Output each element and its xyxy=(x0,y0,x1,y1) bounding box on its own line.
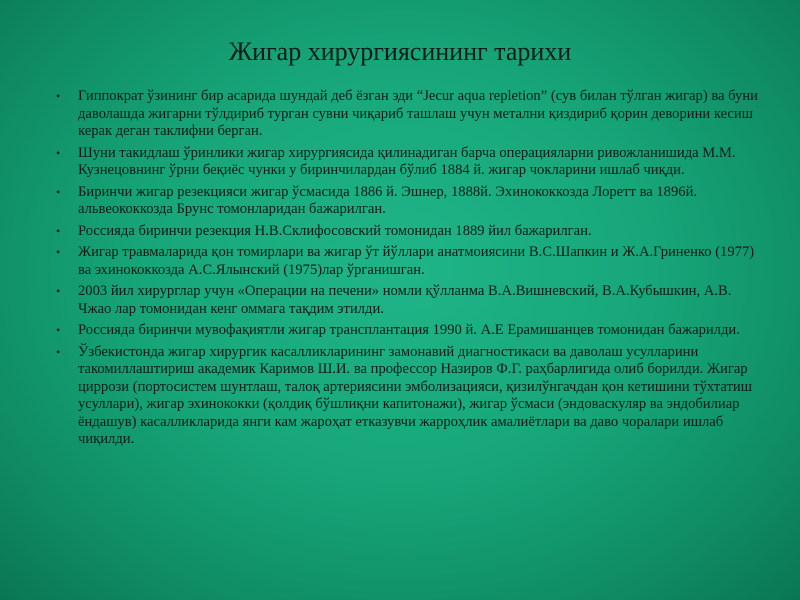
list-item xyxy=(56,244,761,279)
slide-title: Жигар хирургиясининг тарихи xyxy=(228,37,572,66)
bullet-icon: • xyxy=(56,323,61,337)
bullet-icon: • xyxy=(56,223,61,238)
bullet-icon: • xyxy=(56,344,61,359)
list-item xyxy=(56,88,761,141)
list-item xyxy=(56,322,761,340)
list-item xyxy=(56,344,761,449)
bullet-text: 2003 йил хирурглар учун «Операции на печени» номли қўлланма В.А.Вишневский, В.А.Кубышкин, А.В. Чжао лар томонидан кенг оммага тақдим этилди. xyxy=(78,283,732,317)
bullet-text: Гиппократ ўзининг бир асарида шундай деб ёзган эди “Jecur aqua repletion” (сув билан тўлган жигар) ва буни даволашда жигарни тўлдириб турган сувни чиқариб ташлаш учун метални қиздириб қорин деворини кесиш керак деган таклифни берган. xyxy=(78,88,758,139)
bullet-icon: • xyxy=(56,245,61,259)
bullet-text: Шуни такидлаш ўринлики жигар хирургиясида қилинадиган барча операцияларни ривожланишида М.М. Кузнецовнинг ўрни беқиёс чунки у биринчилардан бўлиб 1884 й. жигар чокларини ишлаб чиқди. xyxy=(78,144,736,178)
list-item xyxy=(56,223,761,241)
bullet-icon: • xyxy=(56,89,61,103)
bullet-icon: • xyxy=(56,145,61,160)
bullet-icon: • xyxy=(56,284,61,298)
list-item xyxy=(56,283,761,318)
list-item xyxy=(56,145,761,180)
bullet-text: Жигар травмаларида қон томирлари ва жигар ўт йўллари анатмоиясини В.С.Шапкин и Ж.А.Гриненко (1977) ва эхинококкозда А.С.Ялынский (1975)лар ўрганишган. xyxy=(78,244,755,278)
bullet-list xyxy=(56,88,761,453)
bullet-text: Россияда биринчи мувофақиятли жигар трансплантация 1990 й. А.Е Ерамишанцев томонидан бажарилди. xyxy=(78,322,740,338)
bullet-text: Биринчи жигар резекцияси жигар ўсмасида 1886 й. Эшнер, 1888й. Эхинококкозда Лоретт ва 1896й. альвеококкозда Брунс томонларидан бажарилган. xyxy=(78,183,698,217)
bullet-text: Россияда биринчи резекция Н.В.Склифосовский томонидан 1889 йил бажарилган. xyxy=(78,222,592,239)
bullet-text: Ўзбекистонда жигар хирургик касалликларининг замонавий диагностикаси ва даволаш усулларини такомиллаштириш академик Каримов Ш.И. ва профессор Назиров Ф.Г. раҳбарлигида олиб борилди. Жигар циррози (портосистем шунтлаш, талоқ артериясини эмболизацияси, қизилўнгачдан қон кетишини тўхтатиш усуллари), жигар эхинококки (қолдиқ бўшлиқни капитонажи), жигар ўсмаси (эндоваскуляр ва эндобилиар ёндашув) касалликларида янги кам жароҳат етказувчи жарроҳлик амалиётлари ва даво чоралари ишлаб чиқилди. xyxy=(78,343,752,447)
list-item xyxy=(56,184,761,219)
bullet-icon: • xyxy=(56,184,61,199)
